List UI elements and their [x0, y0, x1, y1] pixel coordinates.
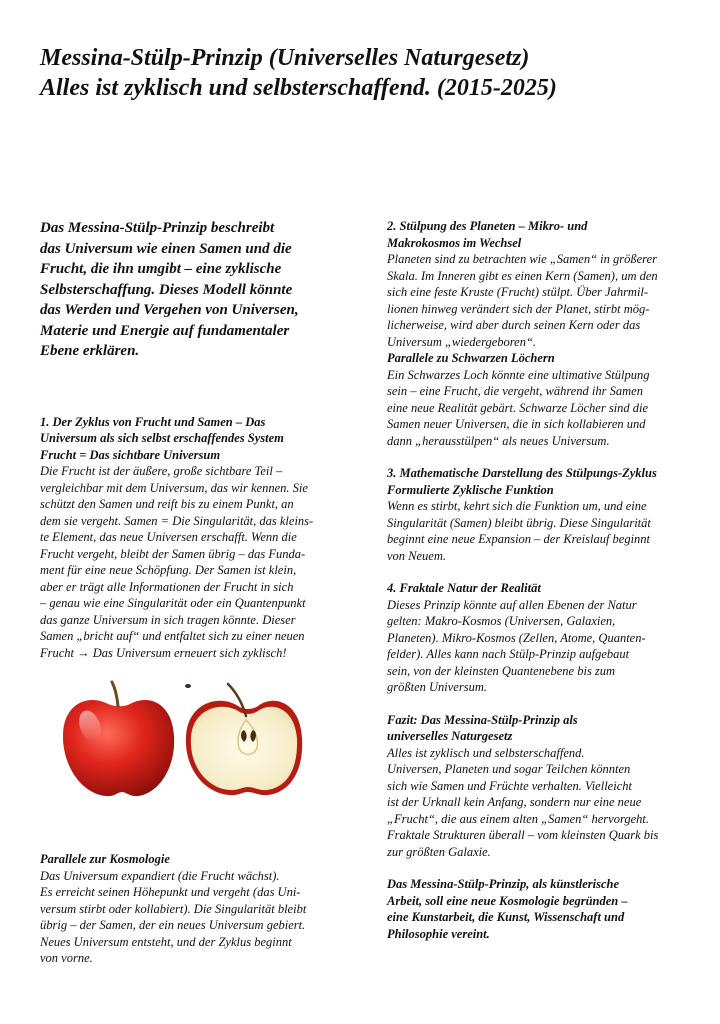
section-4-text: Dieses Prinzip könnte auf allen Ebenen der Natur gelten: Makro-Kosmos (Universen, Galaxien, Planeten). Mikro-Kosmos (Zellen, Atome, Quanten- felder). Alles kann nach Stülp-Prinzip aufgebaut sein, von der kleinsten Quantenebene bis zum größten Universum.: [387, 597, 646, 694]
left-column: [40, 218, 340, 661]
section-3: [387, 465, 687, 564]
section-4-heading: 4. Fraktale Natur der Realität: [387, 581, 541, 595]
page-subtitle: Alles ist zyklisch und selbsterschaffend. (2015-2025): [40, 75, 557, 101]
kosmologie-heading: Parallele zur Kosmologie: [40, 852, 170, 866]
section-2-subtext: Ein Schwarzes Loch könnte eine ultimative Stülpung sein – eine Frucht, die vergeht, während ihr Samen eine neue Realität gebärt. Schwarze Löcher sind die Samen neuer Universen, die in sich kollabieren und dann „herausstülpen“ als neues Universum.: [387, 367, 650, 448]
section-2-text: Planeten sind zu betrachten wie „Samen“ in größerer Skala. Im Inneren gibt es einen Kern (Samen), um den sich eine feste Kruste (Frucht) stülpt. Über Jahrmil- lionen hinweg verändert sich der Planet, stirbt mög- licherweise, wird aber durch seinen Kern oder das Universum „wiedergeboren“.: [387, 252, 658, 349]
closing-statement: Das Messina-Stülp-Prinzip, als künstlerische Arbeit, soll eine neue Kosmologie begründen – eine Kunstarbeit, die Kunst, Wissenschaft und Philosophie vereint.: [387, 877, 628, 941]
section-3-heading: 3. Mathematische Darstellung des Stülpungs-Zyklus Formulierte Zyklische Funktion: [387, 466, 657, 497]
section-3-text: Wenn es stirbt, kehrt sich die Funktion um, und eine Singularität (Samen) bleibt übrig. Diese Singularität beginnt eine neue Expansion – der Kreislauf beginnt von Neuem.: [387, 499, 651, 563]
apples-illustration: [60, 680, 310, 800]
kosmologie-text: Das Universum expandiert (die Frucht wächst). Es erreicht seinen Höhepunkt und vergeht (das Uni- versum stirbt oder kollabiert). Die Singularität bleibt übrig – der Samen, der ein neues Universum gebiert. Neues Universum entsteht, und der Zyklus beginnt von vorne.: [40, 868, 307, 965]
section-4: [387, 580, 687, 696]
section-1: [40, 414, 340, 662]
halved-apple-icon: [185, 684, 302, 795]
right-column: [387, 218, 687, 942]
intro-paragraph: Das Messina-Stülp-Prinzip beschreibt das Universum wie einen Samen und die Frucht, die ihn umgibt – eine zyklische Selbsterschaffung. Dieses Modell könnte das Werden und Vergehen von Universen, Materie und Energie auf fundamentaler Ebene erklären.: [40, 220, 299, 359]
page-title: Messina-Stülp-Prinzip (Universelles Naturgesetz): [40, 45, 530, 71]
section-2: [387, 218, 687, 449]
section-1-text: Die Frucht ist der äußere, große sichtbare Teil – vergleichbar mit dem Universum, das wir kennen. Sie schützt den Samen und reift bis zu einem Punkt, an dem sie vergeht. Samen = Die Singularität, das kleins- te Element, das neue Universen erschafft. Wenn die Frucht vergeht, bleibt der Samen übrig – das Funda- ment für eine neue Schöpfung. Der Samen ist klein, aber er trägt alle Informationen der Frucht in sich – genau wie eine Singularität oder ein Quantenpunkt das ganze Universum in sich tragen könnte. Dieser Samen „bricht auf“ und entfaltet sich zu einer neuen Frucht → Das Universum erneuert sich zyklisch!: [40, 464, 314, 660]
fazit-section: [387, 712, 687, 861]
whole-apple-icon: [63, 682, 174, 796]
section-1-heading: 1. Der Zyklus von Frucht und Samen – Das Universum als sich selbst erschaffendes System Frucht = Das sichtbare Universum: [40, 414, 284, 462]
fazit-heading: Fazit: Das Messina-Stülp-Prinzip als universelles Naturgesetz: [387, 712, 578, 743]
section-2-subheading: Parallele zu Schwarzen Löchern: [387, 351, 555, 365]
kosmologie-section: [40, 851, 340, 967]
fazit-text: Alles ist zyklisch und selbsterschaffend. Universen, Planeten und sogar Teilchen könnten sich wie Samen und Früchte verhalten. Vielleicht ist der Urknall kein Anfang, sondern nur eine neue „Frucht“, die aus einem alten „Samen“ hervorgeht. Fraktale Strukturen überall – vom kleinsten Quark bis zur größten Galaxie.: [387, 745, 659, 859]
section-2-heading: 2. Stülpung des Planeten – Mikro- und Makrokosmos im Wechsel: [387, 219, 588, 250]
